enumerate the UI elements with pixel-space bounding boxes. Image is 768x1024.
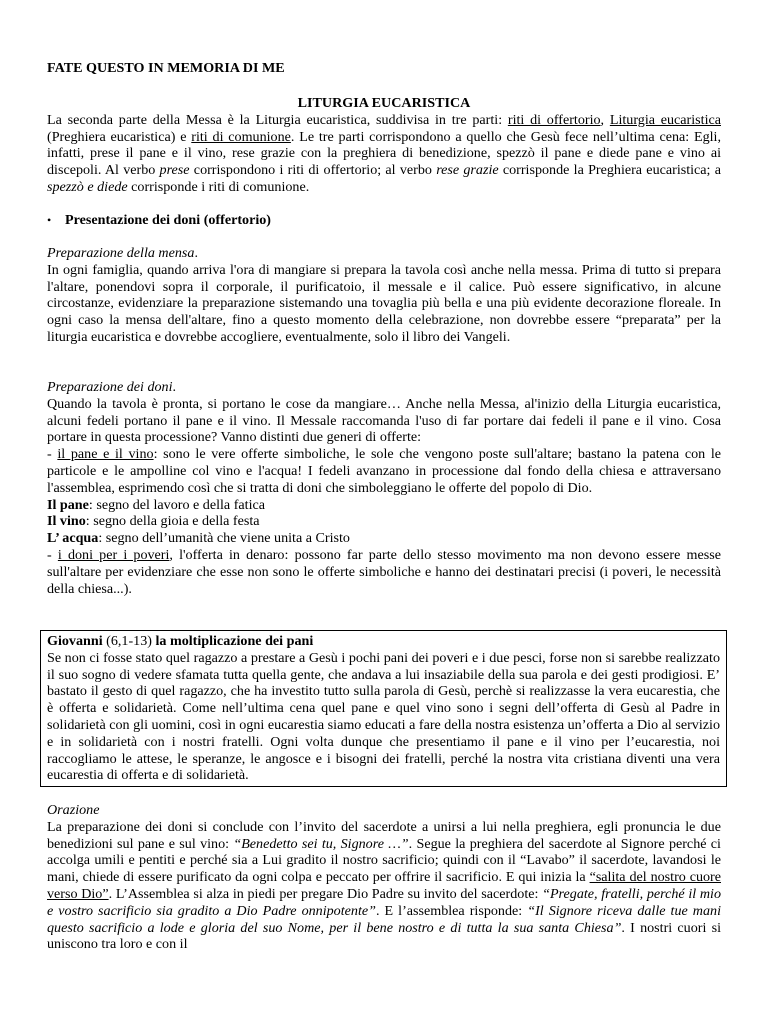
liturgy-intro-paragraph [47,112,721,196]
subsection-title: Preparazione dei doni [47,379,173,395]
symbol-line-vino [47,513,721,530]
link-pane-vino[interactable]: il pane e il vino [57,446,154,463]
intro-text: (Preghiera eucaristica) e [47,128,192,145]
section-title: LITURGIA EUCARISTICA [297,95,471,111]
gospel-title: la moltiplicazione dei pani [155,633,314,649]
prayer-text-part: . I nostri cuori si uniscono tra loro e con il [47,919,721,953]
table-preparation-section [47,245,721,346]
verb-rese-grazie: rese grazie [436,162,499,179]
prayer-text-part: La preparazione dei doni si conclude con l’invito del sacerdote a unirsi a lui nella preghiera, egli pronuncia le due benedizioni sul pane e sul vino: [47,818,721,852]
liturgy-section [47,95,721,196]
quote-pregate: “Pregate, fratelli, perché il mio e vostro sacrificio sia gradito a Dio Padre onnipotente” [47,885,721,919]
offering-item-poor [47,547,721,597]
symbol-label: L’ acqua [47,530,99,547]
prayer-section [47,802,721,953]
verb-prese: prese [159,162,190,179]
prayer-text-part: . E l’assemblea risponde: [375,902,528,919]
symbol-label: Il vino [47,513,86,530]
subtitle-period: . [194,245,198,261]
link-riti-comunione[interactable]: riti di comunione [191,128,291,145]
symbol-label: Il pane [47,496,89,513]
gifts-preparation-text: Quando la tavola è pronta, si portano le cose da mangiare… Anche nella Messa, al'inizio della Liturgia eucaristica, alcuni fedeli portano il pane e il vino. Il Messale raccomanda l'uso di far portare dai fedeli il pane e il vino. Cosa portare in questa processione? Vanno distinti due generi di offerte: [47,395,721,446]
quote-il-signore: “Il Signore riceva dalle tue mani questo sacrificio a lode e gloria del suo Nome, per il bene nostro e di tutta la sua santa Chiesa” [47,902,721,936]
symbol-line-acqua [47,530,721,547]
prayer-text-part: . Segue la preghiera del sacerdote al Signore perché ci accolga umili e pentiti e perché sia a Lui gradito il nostro sacrificio; quindi con il “Lavabo” il sacerdote, lavandosi le mani, chiede di essere purificato da ogni colpa e peccato per offrire il sacrificio. E qui inizia la [47,835,721,886]
link-doni-poveri[interactable]: i doni per i poveri [57,546,170,563]
table-preparation-text: In ogni famiglia, quando arriva l'ora di mangiare si prepara la tavola così anche nella messa. Prima di tutto si prepara l'altare, ponendovi sopra il corporale, il purificatoio, il messale e il calice. Può essere significativo, in alcune circostanze, evidenziare la preparazione sistemando una tovaglia più bella e una più evidente decorazione floreale. In ogni caso la mensa dell'altare, fino a questo momento della celebrazione, non dovrebbe essere “preparata” per la liturgia eucaristica e dovrebbe accogliere, eventualmente, solo il libro dei Vangeli. [47,261,721,345]
intro-text: corrisponde i riti di comunione. [127,178,310,195]
gifts-preparation-section [47,379,721,597]
offering-item-bread-wine [47,446,721,496]
gospel-reflection-box [40,630,727,787]
gospel-reference [47,633,720,650]
prayer-text-part: . L’Assemblea si alza in piedi per pregare Dio Padre su invito del sacerdote: [108,885,543,902]
gospel-name: Giovanni [47,633,103,649]
section-heading: Presentazione dei doni (offertorio) [65,212,272,228]
intro-text: . Le tre parti corrispondono a quello che Gesù fece nell’ultima cena: Egli, infatti, prese il pane e il vino, rese grazie con la preghiera di benedizione, spezzò il pane e diede pane e vino ai discepoli. Al verbo [47,128,721,179]
bullet-icon: • [47,213,52,227]
subsection-title: Preparazione della mensa [47,245,195,261]
symbol-line-pane [47,497,721,514]
gospel-verses: (6,1-13) [102,633,156,649]
link-riti-offertorio[interactable]: riti di offertorio [507,111,601,128]
list-dash: - [47,446,58,463]
intro-text: La seconda parte della Messa è la Liturgia eucaristica, suddivisa in tre parti: [47,111,508,128]
intro-text: corrispondono i riti di offertorio; al verbo [189,162,437,179]
document-title: FATE QUESTO IN MEMORIA DI ME [47,60,285,76]
symbol-text: : segno della gioia e della festa [85,513,260,530]
separator: , [600,111,610,128]
gospel-reflection-text: Se non ci fosse stato quel ragazzo a prestare a Gesù i pochi pani dei poveri e i due pesci, forse non si sarebbe realizzato il suo sogno di vedere sfamata tutta quella gente, che andava a lui insaziabile della sua parola e dei gesti prodigiosi. E’ bastato il gesto di quel ragazzo, che ha investito tutto sulla parola di Gesù, perchè si realizzasse la vera eucarestia, che è offerta e solidarietà. Come nell’ultima cena quel pane e quel vino sono i segni dell’offerta di Gesù al Padre in solidarietà con gli uomini, così in ogni eucarestia siamo educati a fare della nostra esistenza un’offerta a Dio al servizio e in solidarietà con i nostri fratelli. Ogni volta dunque che presentiamo il pane e il vino per l’eucarestia, noi raccogliamo le attese, le speranze, le angosce e i bisogni dei fratelli, perché la nostra vita cristiana diventi una vera eucarestia di offerta e di solidarietà. [47,649,720,784]
subsection-title: Orazione [47,802,100,818]
bullet-heading-row [47,212,721,229]
symbol-text: : segno dell’umanità che viene unita a Cristo [98,530,350,547]
quote-benedetto: “Benedetto sei tu, Signore …” [233,835,409,852]
item-text: : sono le vere offerte simboliche, le sole che vengono poste sull'altare; bastano la patena con le particole e le ampolline col vino e l'acqua! I fedeli avanzano in processione dal fondo della chiesa e attraversano l'assemblea, esprimendo così che si tratta di doni che simboleggiano le offerte del popolo di Dio. [47,446,721,496]
subtitle-period: . [172,379,177,395]
prayer-text [47,819,721,953]
link-salita-cuore[interactable]: “salita del nostro cuore verso Dio” [47,869,721,902]
link-liturgia-eucaristica[interactable]: Liturgia eucaristica [609,111,721,128]
list-dash: - [47,546,58,563]
symbol-text: : segno del lavoro e della fatica [88,496,266,513]
item-text: , l'offerta in denaro: possono far parte dello stesso movimento ma non devono essere messe sull'altare per evidenziare che esse non sono le offerte simboliche e hanno dei destinatari precisi (i poveri, le necessità della chiesa...). [47,546,721,597]
intro-text: corrisponde la Preghiera eucaristica; a [498,162,721,179]
verb-spezzo-diede: spezzò e diede [47,178,128,195]
